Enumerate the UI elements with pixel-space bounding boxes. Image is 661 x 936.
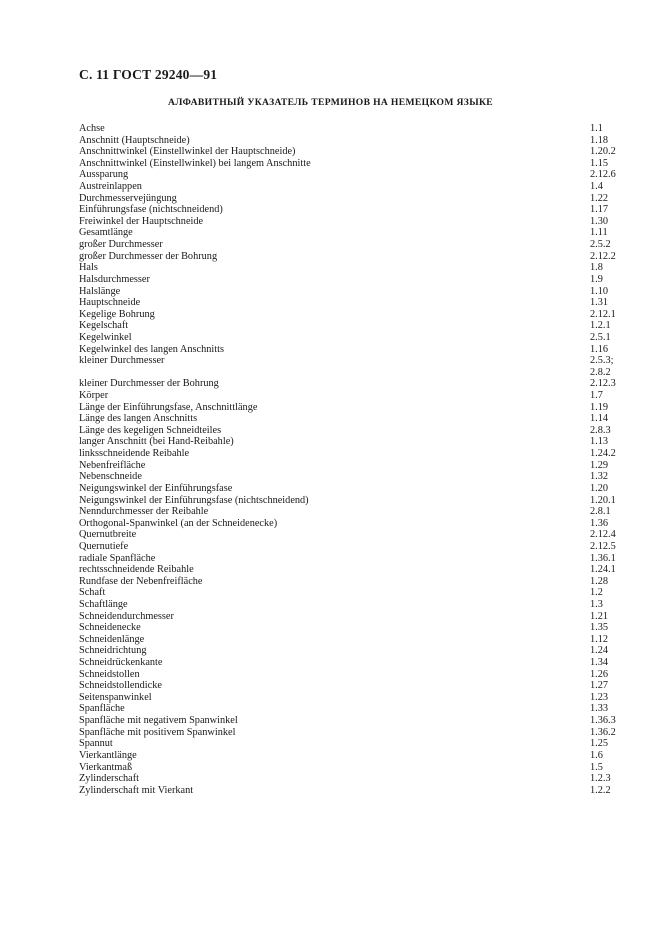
entry-term: Spanfläche mit negativem Spanwinkel xyxy=(79,715,238,727)
entry-term: Kegelige Bohrung xyxy=(79,308,155,320)
index-entry xyxy=(79,576,619,588)
index-entry xyxy=(79,529,619,541)
entry-term: großer Durchmesser der Bohrung xyxy=(79,250,218,262)
entry-reference: 2.12.2 xyxy=(590,250,616,262)
index-entry xyxy=(79,320,619,332)
index-entry xyxy=(79,669,619,681)
index-entry xyxy=(79,715,619,727)
index-entry xyxy=(79,587,619,599)
entry-reference: 1.14 xyxy=(590,413,609,425)
entry-reference: 1.5 xyxy=(590,761,603,773)
entry-reference: 1.20.1 xyxy=(590,494,616,506)
index-entry xyxy=(79,634,619,646)
entry-reference: 1.11 xyxy=(590,227,608,239)
index-entry xyxy=(79,541,619,553)
page-header: С. 11 ГОСТ 29240—91 xyxy=(79,67,218,82)
index-entry xyxy=(79,169,619,181)
entry-reference: 1.34 xyxy=(590,657,609,669)
entry-term: Kegelwinkel des langen Anschnitts xyxy=(79,343,224,355)
entry-term: Anschnittwinkel (Einstellwinkel der Hauptschneide) xyxy=(79,146,296,158)
entry-term: Halsdurchmesser xyxy=(79,273,150,285)
entry-term: Kegelwinkel xyxy=(79,331,132,343)
index-entry xyxy=(79,193,619,205)
index-entry xyxy=(79,332,619,344)
entry-term: Spanfläche xyxy=(79,703,125,715)
entry-reference: 2.12.4 xyxy=(590,529,616,541)
entry-term: Anschnitt (Hauptschneide) xyxy=(79,134,190,146)
entry-term: Schneidrückenkante xyxy=(79,657,163,669)
entry-reference: 1.2 xyxy=(590,587,603,599)
entry-reference: 1.31 xyxy=(590,297,609,309)
index-entry xyxy=(79,123,619,135)
entry-term: Aussparung xyxy=(79,169,129,181)
entry-term: Länge der Einführungsfase, Anschnittlänge xyxy=(79,401,258,413)
entry-reference: 2.5.2 xyxy=(590,239,611,251)
entry-term: Gesamtlänge xyxy=(79,227,133,239)
entry-reference: 2.8.1 xyxy=(590,506,611,518)
entry-reference: 1.18 xyxy=(590,134,609,146)
entry-reference: 2.12.6 xyxy=(590,169,616,181)
index-entry xyxy=(79,286,619,298)
index-entry xyxy=(79,146,619,158)
index-entry xyxy=(79,344,619,356)
entry-reference: 1.2.2 xyxy=(590,784,611,796)
entry-term: Länge des kegeligen Schneidteiles xyxy=(79,424,222,436)
entry-reference: 1.20.2 xyxy=(590,146,616,158)
entry-term: Spannut xyxy=(79,738,113,750)
entry-term: Orthogonal-Spanwinkel (an der Schneidenecke) xyxy=(79,517,278,529)
entry-term: Körper xyxy=(79,390,109,402)
index-entry xyxy=(79,436,619,448)
index-entry xyxy=(79,518,619,530)
entry-term: Quernutiefe xyxy=(79,540,129,552)
entry-term: Nenndurchmesser der Reibahle xyxy=(79,506,209,518)
entry-term: Neigungswinkel der Einführungsfase xyxy=(79,482,233,494)
entry-reference: 1.30 xyxy=(590,215,609,227)
entry-reference: 1.32 xyxy=(590,471,609,483)
entry-reference: 1.24 xyxy=(590,645,609,657)
index-entry xyxy=(79,135,619,147)
entry-reference: 1.2.1 xyxy=(590,320,611,332)
index-entry xyxy=(79,262,619,274)
index-entry xyxy=(79,227,619,239)
entry-term: Rundfase der Nebenfreifläche xyxy=(79,575,203,587)
index-entry xyxy=(79,785,619,797)
entry-reference: 1.2.3 xyxy=(590,773,611,785)
entry-term: Zylinderschaft mit Vierkant xyxy=(79,784,194,796)
entry-term: Nebenfreifläche xyxy=(79,459,146,471)
entry-reference: 1.1 xyxy=(590,123,603,134)
entry-reference: 1.8 xyxy=(590,262,603,274)
entry-term: Vierkantmaß xyxy=(79,761,133,773)
entry-term: langer Anschnitt (bei Hand-Reibahle) xyxy=(79,436,234,448)
index-entry xyxy=(79,216,619,228)
index-entry xyxy=(79,181,619,193)
entry-term: kleiner Durchmesser der Bohrung xyxy=(79,378,219,390)
index-entry xyxy=(79,483,619,495)
entry-reference: 1.19 xyxy=(590,401,609,413)
entry-term: Hals xyxy=(79,262,98,274)
entry-term: Anschnittwinkel (Einstellwinkel) bei langem Anschnitte xyxy=(79,157,311,169)
index-entry xyxy=(79,402,619,414)
index-entry xyxy=(79,773,619,785)
entry-reference: 1.9 xyxy=(590,273,603,285)
entry-reference: 1.4 xyxy=(590,181,603,193)
entry-reference: 1.21 xyxy=(590,610,609,622)
index-entry xyxy=(79,274,619,286)
entry-reference: 1.6 xyxy=(590,749,603,761)
entry-reference: 1.36.1 xyxy=(590,552,616,564)
entry-reference: 1.27 xyxy=(590,680,609,692)
entry-term: linksschneidende Reibahle xyxy=(79,448,190,460)
entry-reference: 1.7 xyxy=(590,390,603,402)
entry-reference: 1.17 xyxy=(590,204,609,216)
entry-term: Quernutbreite xyxy=(79,529,137,541)
index-entry xyxy=(79,680,619,692)
entry-term: Kegelschaft xyxy=(79,320,129,332)
entry-term: Schaftlänge xyxy=(79,598,128,610)
entry-reference: 2.5.3; xyxy=(590,355,614,367)
entry-term: Schneidrichtung xyxy=(79,645,147,657)
entry-reference: 1.35 xyxy=(590,622,609,634)
entry-reference: 1.36.3 xyxy=(590,715,616,727)
entry-reference: 2.8.2 xyxy=(590,366,611,378)
entry-reference: 1.23 xyxy=(590,691,609,703)
index-entry xyxy=(79,367,619,379)
entry-reference: 1.29 xyxy=(590,459,609,471)
entry-term: Schneidstollen xyxy=(79,668,140,680)
entry-reference: 2.8.3 xyxy=(590,424,611,436)
entry-reference: 1.26 xyxy=(590,668,609,680)
index-entry xyxy=(79,448,619,460)
entry-reference: 2.12.5 xyxy=(590,540,616,552)
index-entry xyxy=(79,564,619,576)
index-entry xyxy=(79,703,619,715)
index-entry xyxy=(79,390,619,402)
entry-term: Halslänge xyxy=(79,285,121,297)
index-title: АЛФАВИТНЫЙ УКАЗАТЕЛЬ ТЕРМИНОВ НА НЕМЕЦКОМ ЯЗЫКЕ xyxy=(167,97,494,108)
index-entry xyxy=(79,762,619,774)
index-entry xyxy=(79,460,619,472)
index-entry xyxy=(79,645,619,657)
entry-term: Durchmesservejüngung xyxy=(79,192,177,204)
entry-reference: 1.25 xyxy=(590,738,609,750)
entry-reference: 1.13 xyxy=(590,436,609,448)
entry-reference: 1.10 xyxy=(590,285,609,297)
entry-reference: 1.20 xyxy=(590,482,609,494)
entry-reference: 1.33 xyxy=(590,703,609,715)
index-entry xyxy=(79,599,619,611)
index-entry xyxy=(79,622,619,634)
entry-term: Schaft xyxy=(79,587,106,599)
entry-reference: 2.12.3 xyxy=(590,378,616,390)
entry-term: rechtsschneidende Reibahle xyxy=(79,564,194,576)
index-entry xyxy=(79,611,619,623)
entry-term: Einführungsfase (nichtschneidend) xyxy=(79,204,223,216)
index-entry xyxy=(79,506,619,518)
index-entry xyxy=(79,239,619,251)
entry-term: Seitenspanwinkel xyxy=(79,691,152,703)
entry-reference: 1.24.2 xyxy=(590,448,616,460)
entry-term: radiale Spanfläche xyxy=(79,552,156,564)
entry-reference: 1.16 xyxy=(590,343,609,355)
entry-reference: 1.22 xyxy=(590,192,609,204)
index-entry xyxy=(79,738,619,750)
index-entry xyxy=(79,750,619,762)
index-entry xyxy=(79,204,619,216)
entry-reference: 2.12.1 xyxy=(590,308,616,320)
entry-term: Austreinlappen xyxy=(79,181,142,193)
entry-term: Achse xyxy=(79,123,105,134)
entry-reference: 1.15 xyxy=(590,157,609,169)
index-entry xyxy=(79,692,619,704)
entry-term: kleiner Durchmesser xyxy=(79,355,165,367)
index-entry xyxy=(79,553,619,565)
index-entry xyxy=(79,378,619,390)
entry-term: großer Durchmesser xyxy=(79,239,163,251)
entry-term: Länge des langen Anschnitts xyxy=(79,413,198,425)
index-entry xyxy=(79,355,619,367)
entry-term: Hauptschneide xyxy=(79,297,141,309)
entry-term: Schneidendurchmesser xyxy=(79,610,174,622)
entry-reference: 1.36 xyxy=(590,517,609,529)
entry-term: Zylinderschaft xyxy=(79,773,140,785)
term-index-list xyxy=(79,123,619,796)
index-entry xyxy=(79,297,619,309)
index-entry xyxy=(79,495,619,507)
index-entry xyxy=(79,657,619,669)
index-entry xyxy=(79,727,619,739)
entry-reference: 1.24.1 xyxy=(590,564,616,576)
index-entry xyxy=(79,158,619,170)
entry-term: Schneidenlänge xyxy=(79,633,145,645)
entry-term: Vierkantlänge xyxy=(79,749,137,761)
entry-reference: 1.3 xyxy=(590,598,603,610)
index-entry xyxy=(79,251,619,263)
entry-term: Schneidstollendicke xyxy=(79,680,162,692)
entry-reference: 2.5.1 xyxy=(590,331,611,343)
index-entry xyxy=(79,413,619,425)
entry-reference: 1.12 xyxy=(590,633,609,645)
entry-term: Spanfläche mit positivem Spanwinkel xyxy=(79,726,236,738)
entry-term: Freiwinkel der Hauptschneide xyxy=(79,215,204,227)
entry-term: Nebenschneide xyxy=(79,471,142,483)
index-entry xyxy=(79,425,619,437)
entry-reference: 1.28 xyxy=(590,575,609,587)
index-entry xyxy=(79,309,619,321)
entry-term: Schneidenecke xyxy=(79,622,141,634)
entry-reference: 1.36.2 xyxy=(590,726,616,738)
index-entry xyxy=(79,471,619,483)
entry-term: Neigungswinkel der Einführungsfase (nichtschneidend) xyxy=(79,494,309,506)
